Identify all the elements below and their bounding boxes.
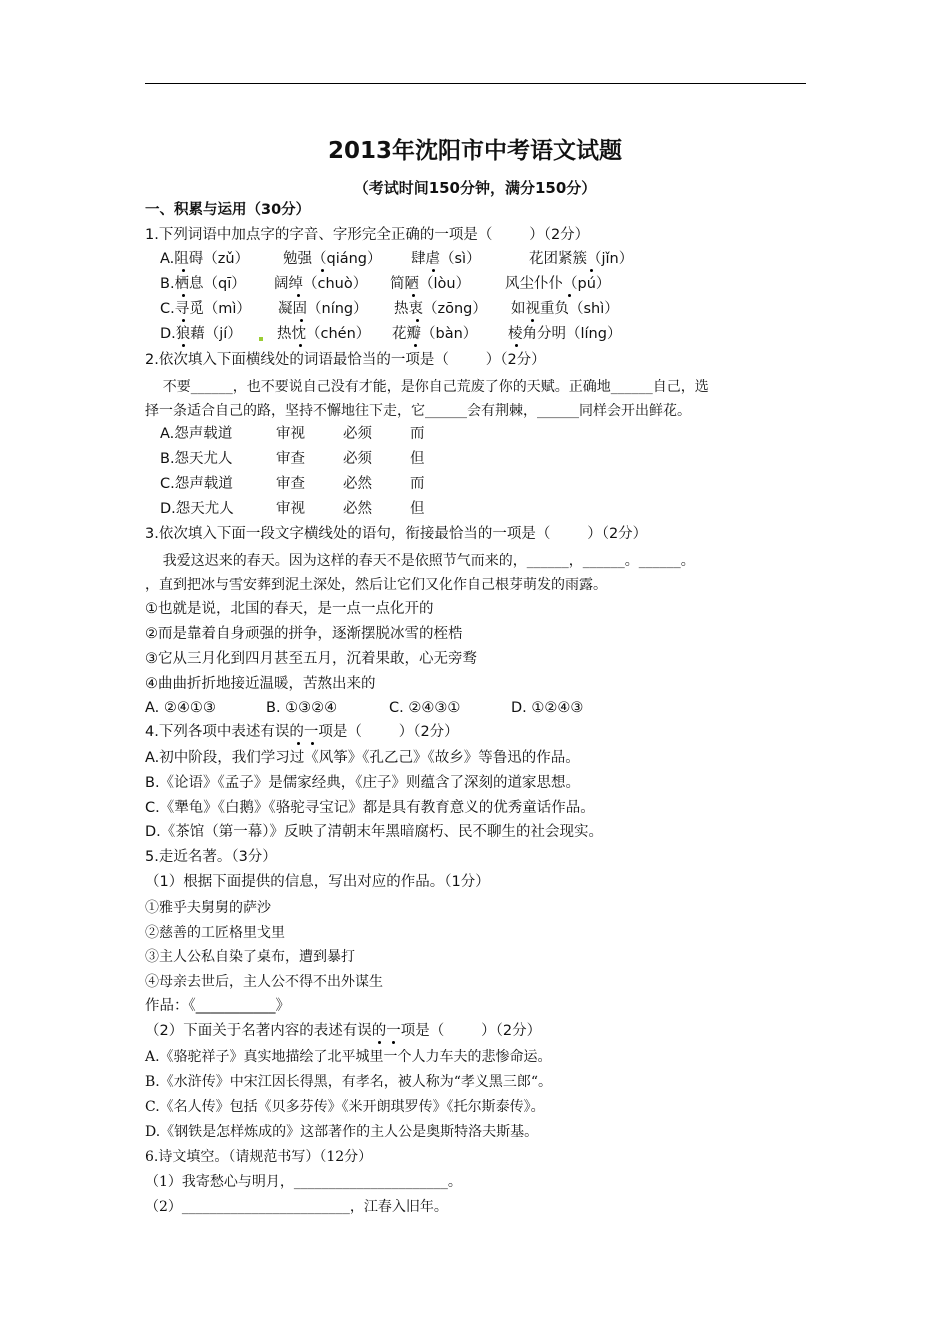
- emphasis-dot: [182, 319, 185, 322]
- q4-option-a: A.初中阶段，我们学习过《风筝》《孔乙己》《故乡》等鲁迅的作品。: [145, 750, 580, 766]
- q2-passage: 不要______，也不要说自己没有才能，是你自己荒废了你的天赋。正确地______自己，选: [145, 379, 709, 395]
- emphasis-dot: [321, 269, 324, 272]
- q4-stem: 4.下列各项中表述有误的一项是（ ）（2分）: [145, 724, 459, 740]
- q5-option-c: C.《名人传》包括《贝多芬传》《米开朗琪罗传》《托尔斯泰传》。: [145, 1099, 545, 1115]
- emphasis-dot: [297, 742, 300, 745]
- emphasis-dot: [299, 344, 302, 347]
- q2-stem: 2.依次填入下面横线处的词语最恰当的一项是（ ）（2分）: [145, 352, 546, 368]
- q5-option-b: B.《水浒传》中宋江因长得黑，有孝名，被人称为“孝义黑三郎“。: [145, 1074, 553, 1090]
- q5-clue: ①雅乎夫舅舅的萨沙: [145, 900, 271, 916]
- margin-mark: [259, 337, 263, 341]
- q5-clue: ②慈善的工匠格里戈里: [145, 925, 285, 941]
- page-subtitle: （考试时间150分钟，满分150分）: [353, 179, 597, 197]
- q6-line: （1）我寄愁心与明月，______________________。: [145, 1174, 462, 1190]
- emphasis-dot: [297, 294, 300, 297]
- q3-item: ②而是靠着自身顽强的拼争，逐渐摆脱冰雪的桎梏: [145, 626, 463, 642]
- emphasis-dot: [515, 344, 518, 347]
- emphasis-dot: [416, 319, 419, 322]
- emphasis-dot: [311, 742, 314, 745]
- section-heading: 一、积累与运用（30分）: [145, 202, 311, 218]
- emphasis-dot: [300, 319, 303, 322]
- q6-stem: 6.诗文填空。（请规范书写）（12分）: [145, 1149, 373, 1165]
- emphasis-dot: [392, 1041, 395, 1044]
- q5-clue: ④母亲去世后，主人公不得不出外谋生: [145, 974, 383, 990]
- q3-passage: ，直到把冰与雪安葬到泥土深处，然后让它们又化作自己根芽萌发的雨露。: [145, 577, 607, 593]
- q5-clue: ③主人公私自染了桌布，遭到暴打: [145, 949, 355, 965]
- emphasis-dot: [414, 344, 417, 347]
- emphasis-dot: [590, 269, 593, 272]
- q3-passage: 我爱这迟来的春天。因为这样的春天不是依照节气而来的，______，______。______。: [145, 553, 695, 569]
- q1-stem: 1.下列词语中加点字的字音、字形完全正确的一项是（ ）（2分）: [145, 227, 590, 243]
- emphasis-dot: [182, 344, 185, 347]
- header-rule: [145, 83, 806, 84]
- page-title: 2013年沈阳市中考语文试题: [327, 138, 622, 164]
- q5-option-d: D.《钢铁是怎样炼成的》这部著作的主人公是奥斯特洛夫斯基。: [145, 1124, 539, 1140]
- emphasis-dot: [182, 269, 185, 272]
- q5-option-a: A.《骆驼祥子》真实地描绘了北平城里一个人力车夫的悲惨命运。: [145, 1049, 552, 1065]
- emphasis-dot: [432, 269, 435, 272]
- q3-item: ③它从三月化到四月甚至五月，沉着果敢，心无旁骛: [145, 651, 477, 667]
- emphasis-dot: [378, 1041, 381, 1044]
- q4-option-d: D.《茶馆（第一幕）》反映了清朝末年黑暗腐朽、民不聊生的社会现实。: [145, 824, 604, 840]
- q5-stem: 5.走近名著。（3分）: [145, 849, 277, 865]
- q3-stem: 3.依次填入下面一段文字横线处的语句，衔接最恰当的一项是（ ）（2分）: [145, 526, 648, 542]
- q3-item: ④曲曲折折地接近温暖，苦熬出来的: [145, 676, 376, 692]
- q6-line: （2）________________________，江春入旧年。: [145, 1199, 448, 1215]
- q5-answer-line: 作品：《___________》: [145, 998, 290, 1014]
- emphasis-dot: [182, 294, 185, 297]
- emphasis-dot: [531, 319, 534, 322]
- q5-part2: （2）下面关于名著内容的表述有误的一项是（ ）（2分）: [145, 1023, 542, 1039]
- q4-option-c: C.《犟龟》《白鹅》《骆驼寻宝记》都是具有教育意义的优秀童话作品。: [145, 800, 595, 816]
- emphasis-dot: [412, 294, 415, 297]
- emphasis-dot: [568, 294, 571, 297]
- q4-option-b: B.《论语》《孟子》是儒家经典，《庄子》则蕴含了深刻的道家思想。: [145, 775, 581, 791]
- q2-passage: 择一条适合自己的路，坚持不懈地往下走，它______会有荆棘，______同样会开出鲜花。: [145, 403, 691, 419]
- q3-item: ①也就是说，北国的春天，是一点一点化开的: [145, 601, 434, 617]
- q5-part1: （1）根据下面提供的信息，写出对应的作品。（1分）: [145, 874, 490, 890]
